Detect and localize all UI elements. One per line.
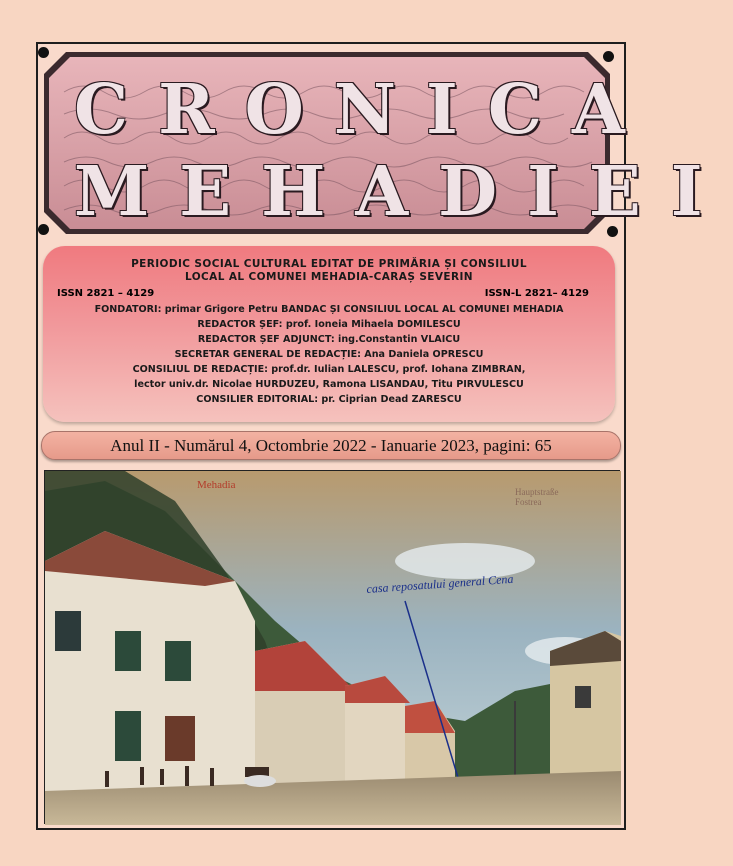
cover-photo: [44, 470, 620, 824]
photo-annotation: casa reposatului general Cena: [366, 571, 514, 596]
deputy-editor: REDACTOR ȘEF ADJUNCT: ing.Constantin VLAICU: [197, 334, 461, 345]
masthead-box: [43, 246, 615, 422]
masthead-line-1: PERIODIC SOCIAL CULTURAL EDITAT DE PRIMĂRIA ȘI CONSILIUL: [131, 258, 527, 270]
founders: FONDATORI: primar Grigore Petru BANDAC ȘI CONSILIUL LOCAL AL COMUNEI MEHADIA: [94, 304, 564, 315]
editor-chief: REDACTOR ȘEF: prof. Ioneia Mihaela DOMILESCU: [197, 319, 461, 330]
editorial-council-1: CONSILIUL DE REDACȚIE: prof.dr. Iulian LALESCU, prof. Iohana ZIMBRAN,: [132, 364, 526, 375]
postcard-image: [45, 471, 621, 825]
editorial-council-2: lector univ.dr. Nicolae HURDUZEU, Ramona LISANDAU, Titu PIRVULESCU: [134, 379, 524, 390]
title-cronica: CRONICA: [74, 70, 655, 150]
title-plate: [44, 52, 733, 234]
masthead-line-2: LOCAL AL COMUNEI MEHADIA-CARAȘ SEVERIN: [185, 271, 473, 283]
title-mehadiei: MEHADIEI: [74, 152, 733, 232]
photo-label-mehadia: Mehadia: [197, 479, 236, 491]
issn-l: ISSN-L 2821– 4129: [484, 288, 589, 299]
editorial-advisor: CONSILIER EDITORIAL: pr. Ciprian Dead ZARESCU: [196, 394, 462, 405]
issue-banner: Anul II - Numărul 4, Octombrie 2022 - Ianuarie 2023, pagini: 65: [41, 431, 621, 460]
general-secretary: SECRETAR GENERAL DE REDACȚIE: Ana Daniela OPRESCU: [174, 349, 484, 360]
issn: ISSN 2821 – 4129: [57, 288, 155, 299]
photo-label-street: Hauptstraße Fostrea: [515, 487, 559, 507]
